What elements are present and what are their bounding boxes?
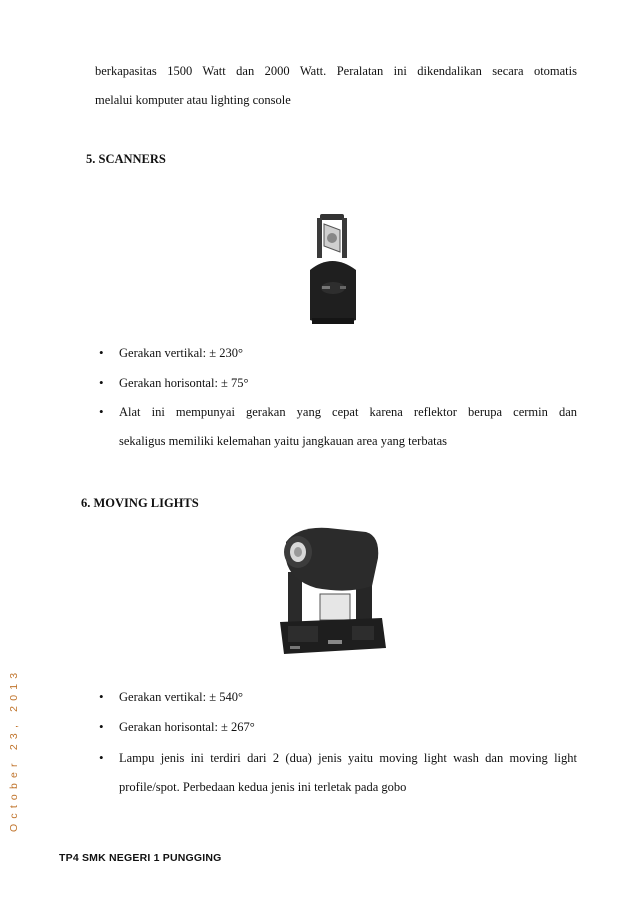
moving-light-bullet-1: Gerakan vertikal: ± 540°: [119, 690, 243, 704]
bullet-icon: •: [99, 345, 104, 360]
page-footer: TP4 SMK NEGERI 1 PUNGGING: [59, 852, 222, 864]
section-heading-scanners: 5. SCANNERS: [86, 152, 166, 166]
bullet-icon: •: [99, 689, 104, 704]
scanner-bullet-1: Gerakan vertikal: ± 230°: [119, 346, 243, 360]
moving-light-bullet-3-line-1: Lampu jenis ini terdiri dari 2 (dua) jenis yaitu moving light wash dan moving light: [119, 751, 577, 765]
intro-line-2: melalui komputer atau lighting console: [95, 93, 291, 107]
bullet-icon: •: [99, 750, 104, 765]
sidebar-date: October 23, 2013: [8, 667, 20, 832]
bullet-icon: •: [99, 404, 104, 419]
bullet-icon: •: [99, 719, 104, 734]
scanner-bullet-2: Gerakan horisontal: ± 75°: [119, 376, 249, 390]
intro-line-1: berkapasitas 1500 Watt dan 2000 Watt. Peralatan ini dikendalikan secara otomatis: [95, 64, 577, 78]
bullet-icon: •: [99, 375, 104, 390]
section-heading-moving-lights: 6. MOVING LIGHTS: [81, 496, 199, 510]
moving-light-image: [268, 522, 394, 660]
moving-light-bullet-3-line-2: profile/spot. Perbedaan kedua jenis ini terletak pada gobo: [119, 780, 407, 794]
scanner-bullet-3-line-1: Alat ini mempunyai gerakan yang cepat karena reflektor berupa cermin dan: [119, 405, 577, 419]
scanner-bullet-3-line-2: sekaligus memiliki kelemahan yaitu jangkauan area yang terbatas: [119, 434, 448, 448]
scanner-image: [300, 210, 368, 332]
moving-light-bullet-2: Gerakan horisontal: ± 267°: [119, 720, 255, 734]
